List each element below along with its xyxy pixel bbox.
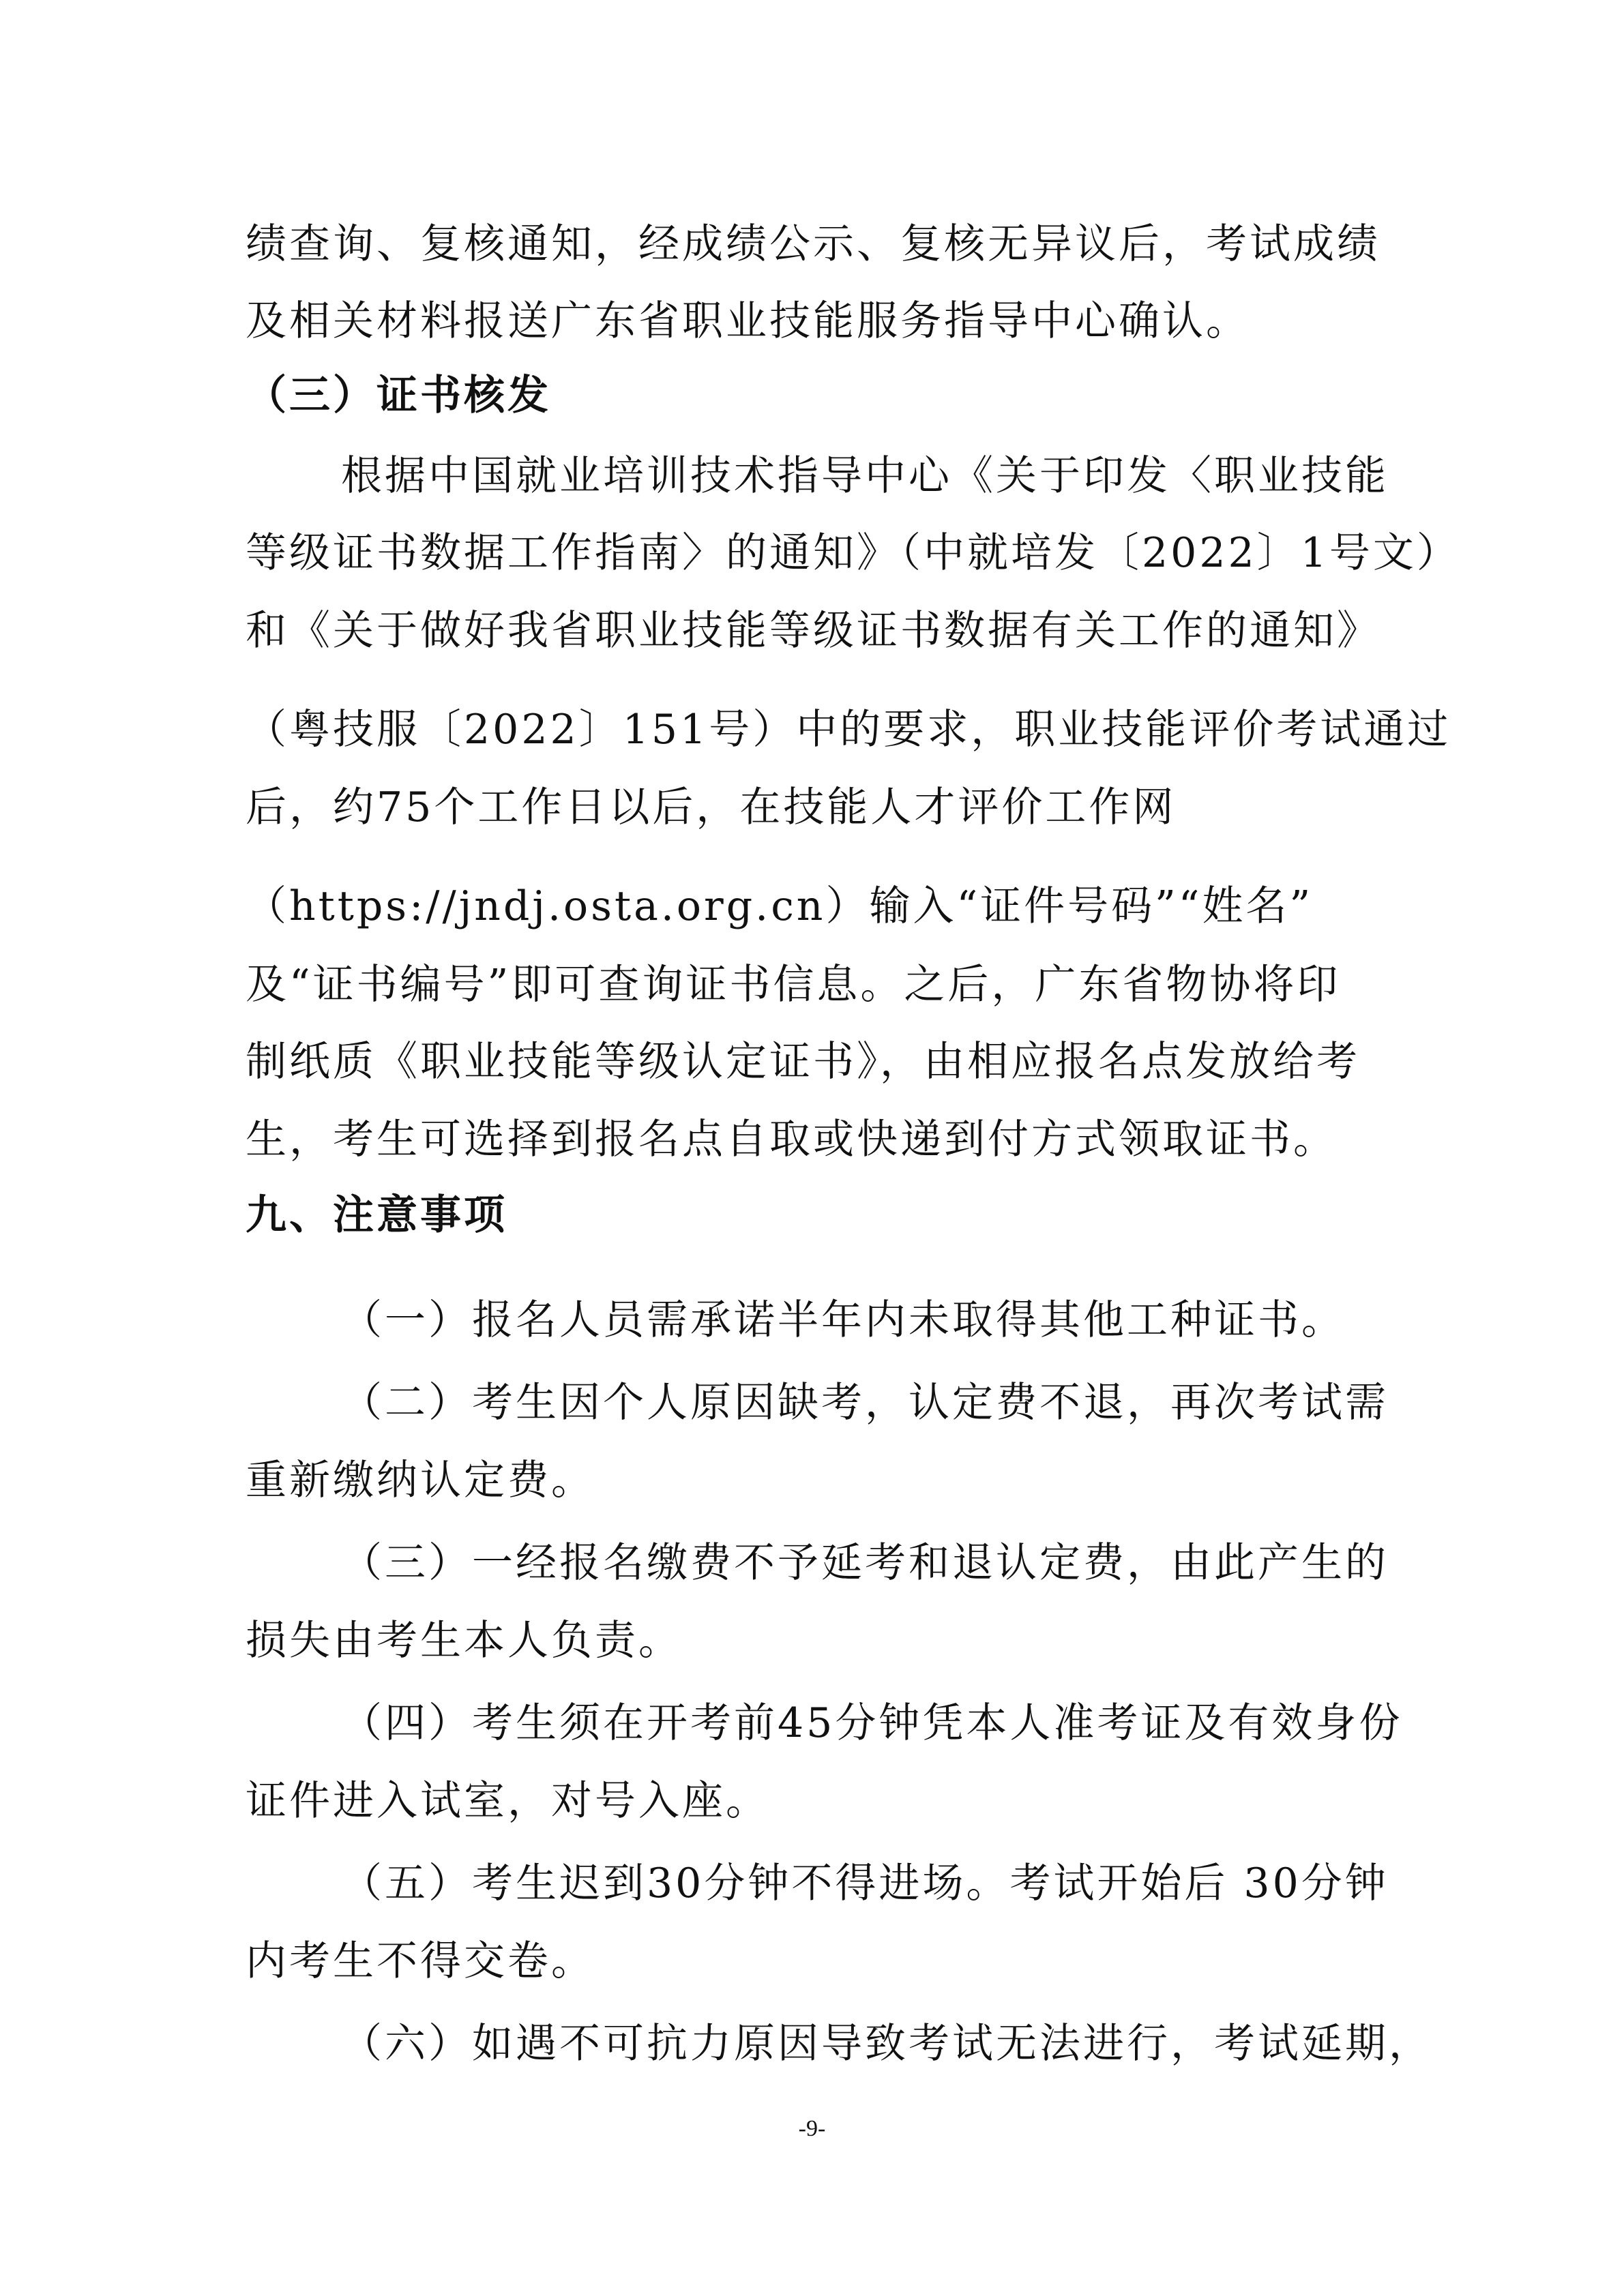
body-text-line: 后，约75个工作日以后，在技能人才评价工作网 [246,784,1177,831]
body-text-line: 内考生不得交卷。 [246,1937,595,1985]
notice-item: （五）考生迟到30分钟不得进场。考试开始后 30分钟 [341,1860,1389,1907]
body-text-line: （https://jndj.osta.org.cn）输入“证件号码”“姓名” [246,882,1314,930]
body-text-line: 重新缴纳认定费。 [246,1457,595,1504]
body-text-line: （粤技服〔2022〕151号）中的要求，职业技能评价考试通过 [246,706,1451,754]
body-text-line: 及相关材料报送广东省职业技能服务指导中心确认。 [246,297,1250,345]
body-text-line: 等级证书数据工作指南〉的通知》（中就培发〔2022〕1号文） [246,529,1460,577]
notice-item: （三）一经报名缴费不予延考和退认定费，由此产生的 [341,1539,1389,1587]
section-heading: 九、注意事项 [246,1191,507,1239]
notice-item: （六）如遇不可抗力原因导致考试无法进行，考试延期， [341,2020,1432,2068]
notice-item: （一）报名人员需承诺半年内未取得其他工种证书。 [341,1296,1345,1344]
body-text-line: 和《关于做好我省职业技能等级证书数据有关工作的通知》 [246,607,1381,655]
body-text-line: 制纸质《职业技能等级认定证书》，由相应报名点发放给考 [246,1038,1360,1086]
body-text-line: 及“证书编号”即可查询证书信息。之后，广东省物协将印 [246,961,1341,1009]
paragraph-first-line: 根据中国就业培训技术指导中心《关于印发〈职业技能 [341,452,1389,500]
notice-item: （二）考生因个人原因缺考，认定费不退，再次考试需 [341,1379,1389,1427]
body-text-line: 绩查询、复核通知，经成绩公示、复核无异议后，考试成绩 [246,220,1381,268]
body-text-line: 证件进入试室，对号入座。 [246,1777,769,1825]
body-text-line: 生，考生可选择到报名点自取或快递到付方式领取证书。 [246,1116,1337,1163]
notice-item: （四）考生须在开考前45分钟凭本人准考证及有效身份 [341,1699,1403,1747]
page-number: -9- [798,2116,826,2141]
section-heading: （三）证书核发 [246,372,551,419]
body-text-line: 损失由考生本人负责。 [246,1617,682,1665]
